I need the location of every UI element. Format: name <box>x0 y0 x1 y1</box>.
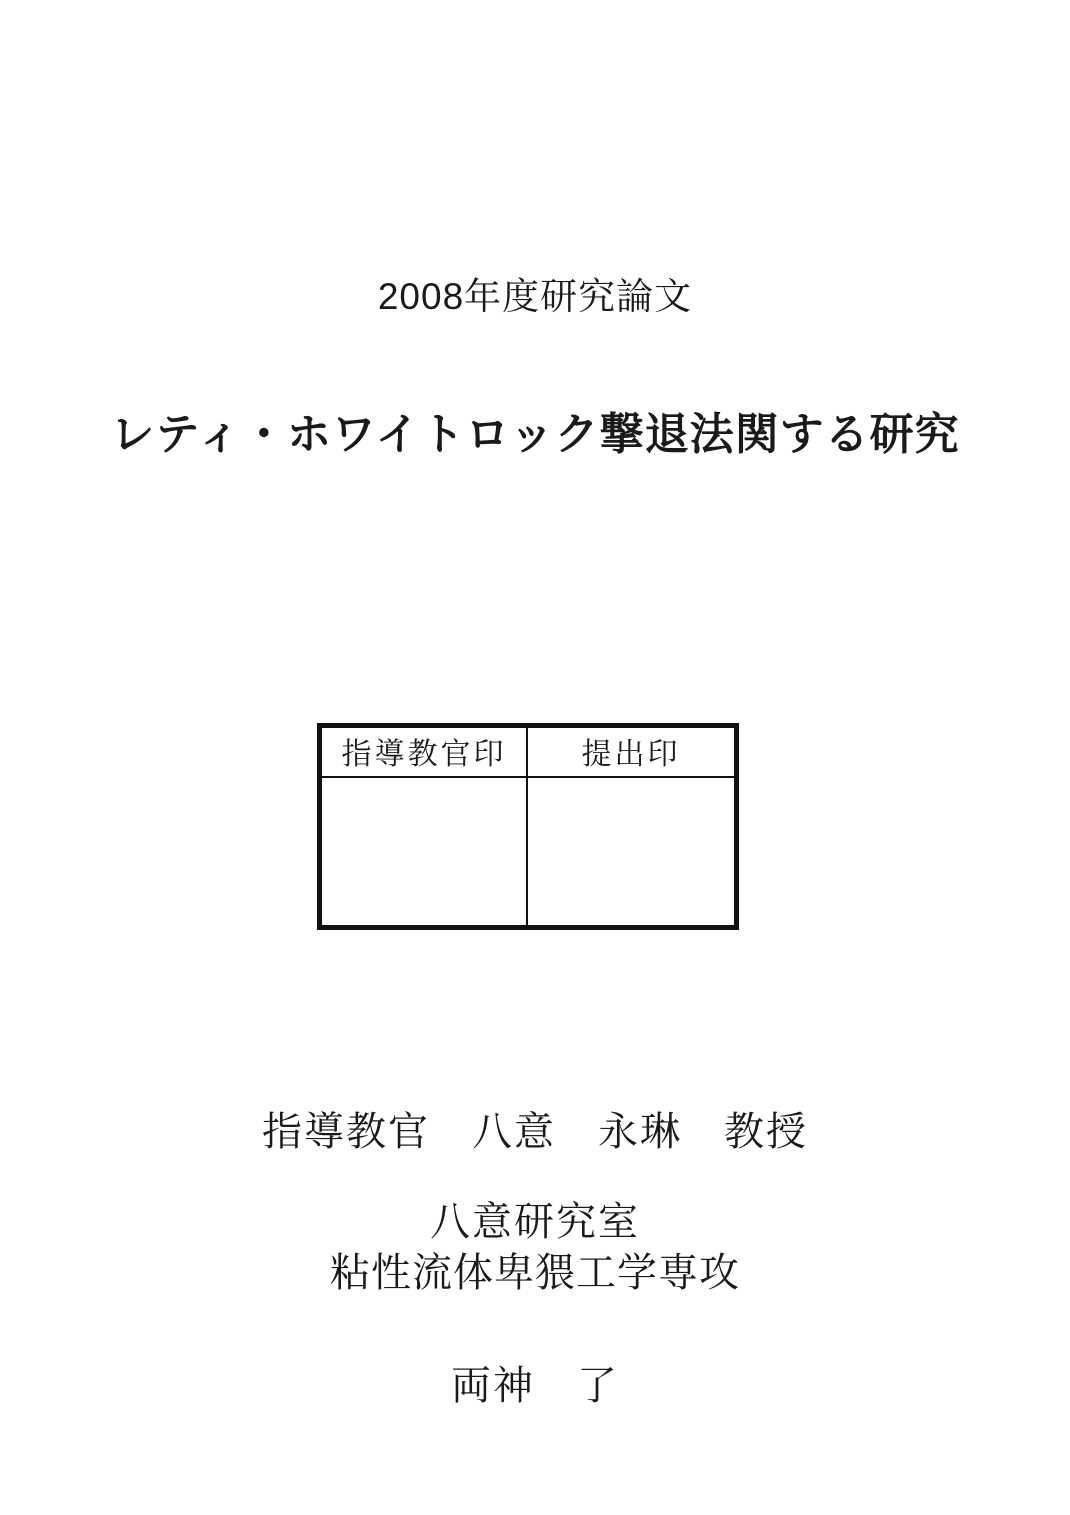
stamp-table <box>317 723 739 930</box>
stamp-table-header-submission-seal: 提出印 <box>528 728 734 778</box>
major-name-line: 粘性流体卑猥工学専攻 <box>330 1251 740 1295</box>
stamp-table-cell-supervisor-seal-empty <box>322 778 528 925</box>
supervisor-name-line: 指導教官 八意 永琳 教授 <box>262 1110 808 1154</box>
year-heading: 2008年度研究論文 <box>377 276 693 317</box>
laboratory-name-line: 八意研究室 <box>430 1200 640 1244</box>
thesis-title: レティ・ホワイトロック撃退法関する研究 <box>110 410 960 459</box>
author-name-line: 両神 了 <box>451 1364 619 1408</box>
stamp-table-header-supervisor-seal: 指導教官印 <box>322 728 528 778</box>
stamp-table-cell-submission-seal-empty <box>528 778 734 925</box>
